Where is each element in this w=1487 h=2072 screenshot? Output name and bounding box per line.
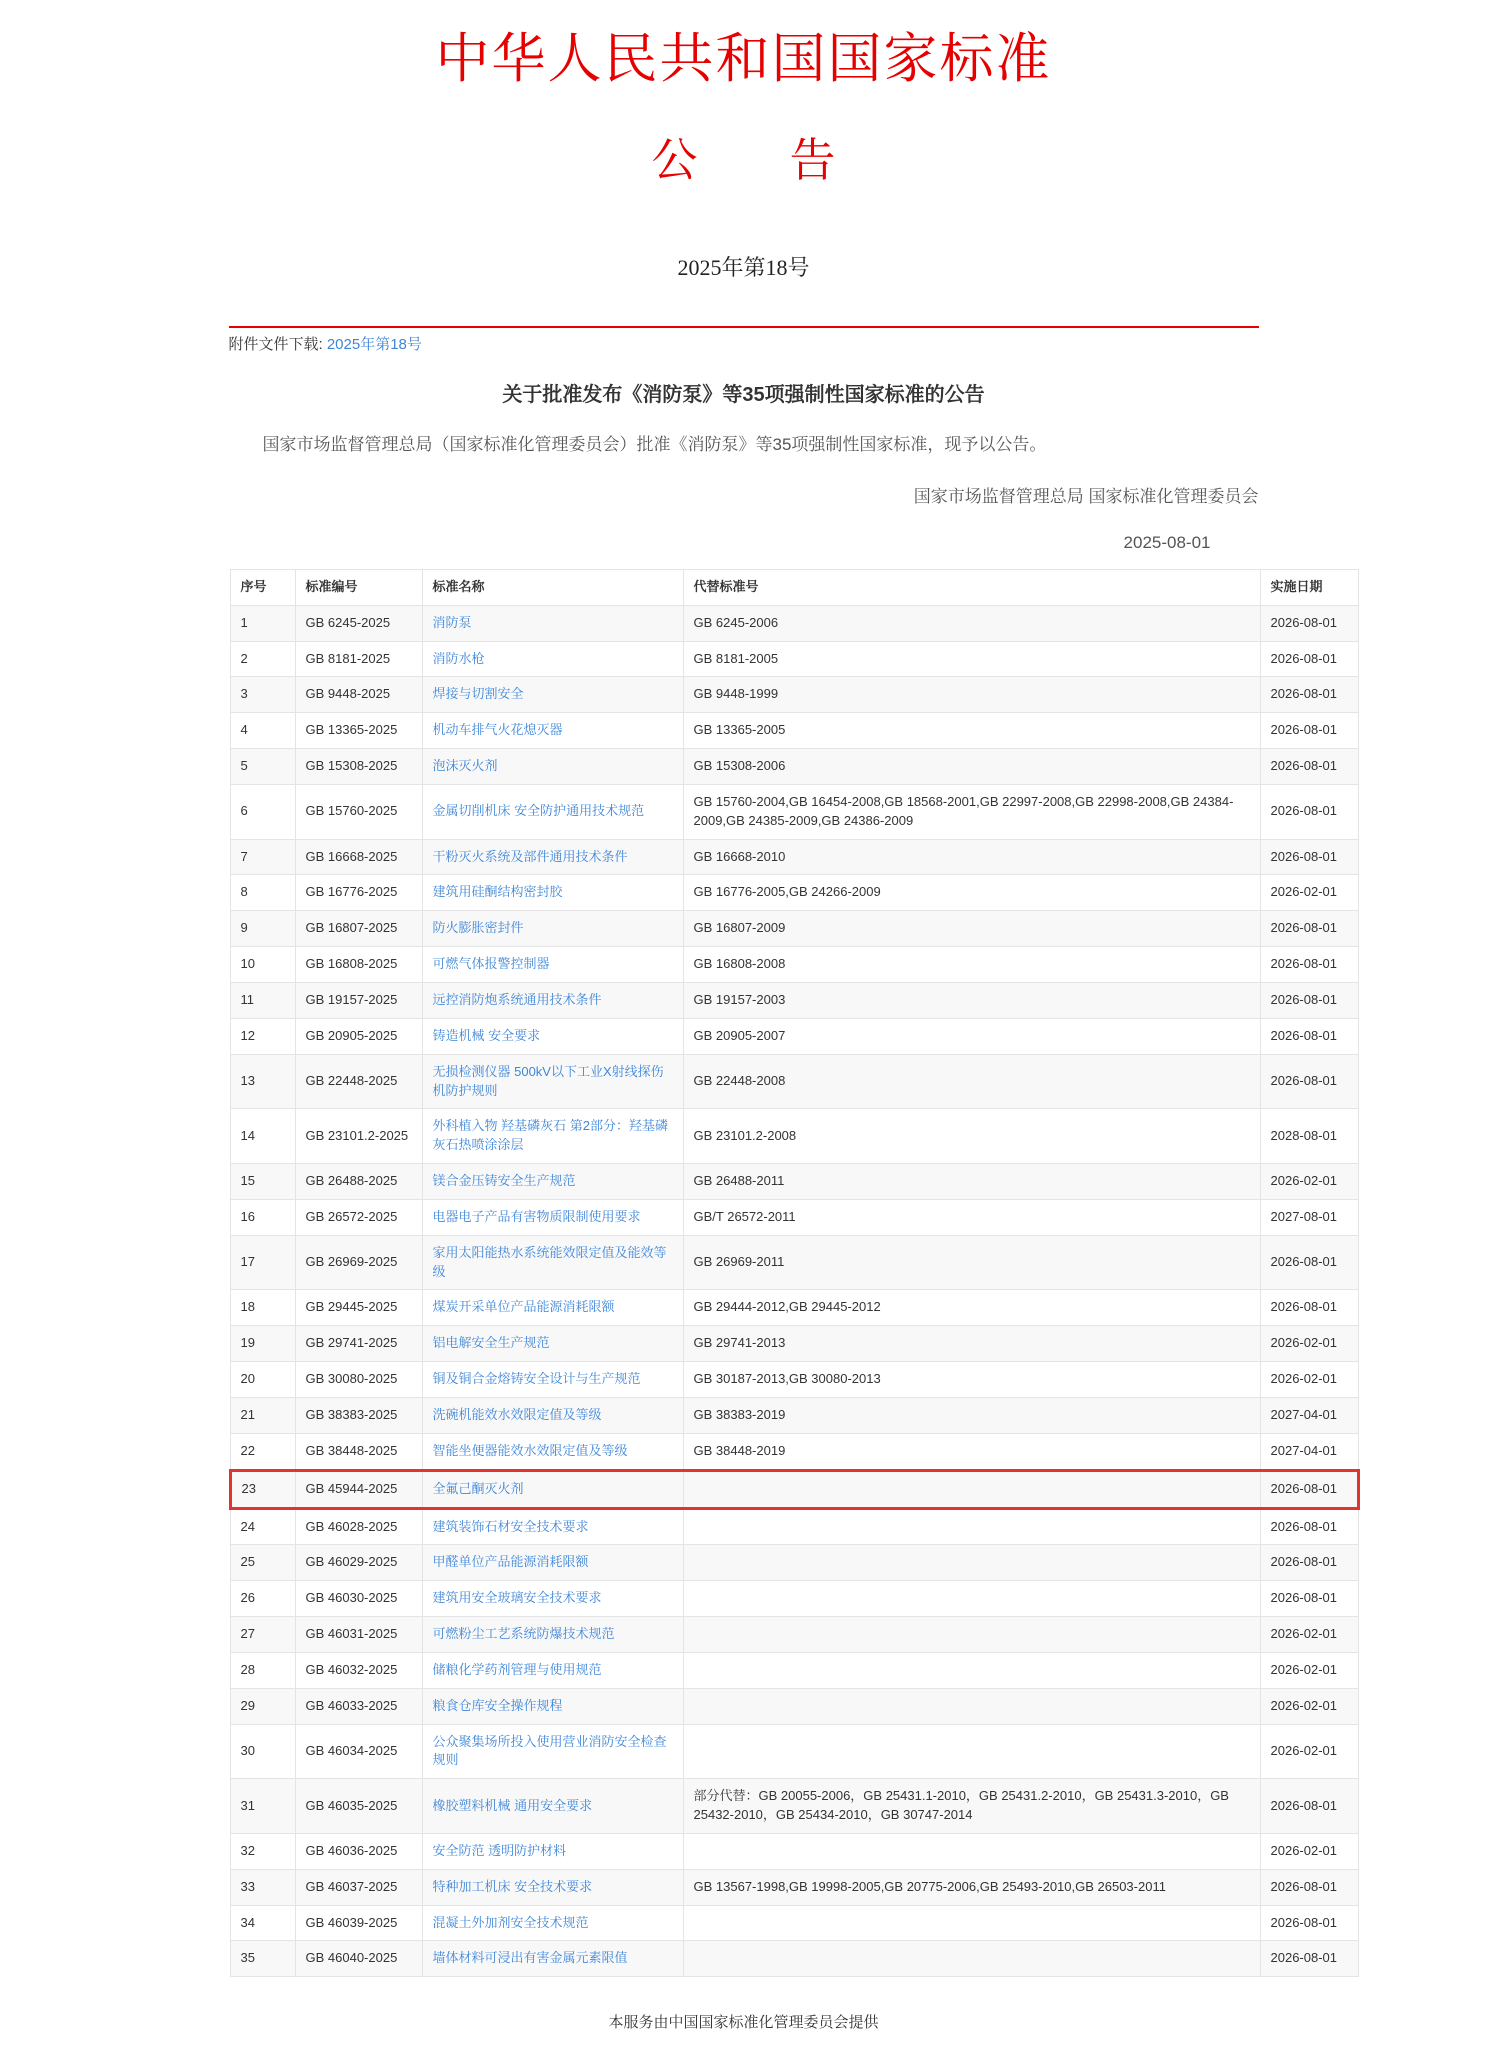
implementation-date: 2026-02-01 xyxy=(1260,1326,1358,1362)
replaced-standards: GB 15760-2004,GB 16454-2008,GB 18568-2001,GB 22997-2008,GB 22998-2008,GB 24384-2009,GB 24385-2009,GB 24386-2009 xyxy=(683,784,1260,839)
implementation-date: 2026-08-01 xyxy=(1260,911,1358,947)
table-row xyxy=(230,1290,1358,1326)
table-row xyxy=(230,1941,1358,1977)
standard-name-cell xyxy=(422,1362,683,1398)
table-row xyxy=(230,1905,1358,1941)
standard-name-cell xyxy=(422,1905,683,1941)
row-index: 31 xyxy=(230,1779,295,1834)
row-index: 10 xyxy=(230,947,295,983)
standard-code: GB 16808-2025 xyxy=(295,947,422,983)
table-row xyxy=(230,1724,1358,1779)
announcement-word: 公 告 xyxy=(651,135,836,187)
page-footer: 本服务由中国国家标准化管理委员会提供 xyxy=(608,2014,879,2032)
implementation-date: 2026-02-01 xyxy=(1260,1833,1358,1869)
announcement-title: 关于批准发布《消防泵》等35项强制性国家标准的公告 xyxy=(502,383,985,406)
table-row xyxy=(230,1688,1358,1724)
implementation-date: 2027-04-01 xyxy=(1260,1397,1358,1433)
standard-name-cell xyxy=(422,983,683,1019)
replaced-standards: GB 22448-2008 xyxy=(683,1054,1260,1109)
table-row xyxy=(230,1164,1358,1200)
standard-code: GB 15760-2025 xyxy=(295,784,422,839)
standard-name-link[interactable]: 镁合金压铸安全生产规范 xyxy=(432,1173,576,1189)
implementation-date: 2026-02-01 xyxy=(1260,1724,1358,1779)
standard-name-cell xyxy=(422,1470,683,1508)
standard-name-link[interactable]: 甲醛单位产品能源消耗限额 xyxy=(432,1554,589,1570)
standard-name-link[interactable]: 防火膨胀密封件 xyxy=(432,920,524,936)
replaced-standards: 部分代替：GB 20055-2006，GB 25431.1-2010，GB 25431.2-2010，GB 25431.3-2010，GB 25432-2010，GB 25434-2010，GB 30747-2014 xyxy=(683,1779,1260,1834)
table-row xyxy=(230,839,1358,875)
row-index: 3 xyxy=(230,677,295,713)
implementation-date: 2026-08-01 xyxy=(1260,677,1358,713)
replaced-standards: GB 29741-2013 xyxy=(683,1326,1260,1362)
standard-code: GB 16807-2025 xyxy=(295,911,422,947)
table-row xyxy=(230,1581,1358,1617)
implementation-date: 2026-08-01 xyxy=(1260,605,1358,641)
standard-name-link[interactable]: 洗碗机能效水效限定值及等级 xyxy=(432,1406,602,1422)
attachment-label: 附件文件下载: xyxy=(228,335,327,353)
standard-code: GB 26969-2025 xyxy=(295,1235,422,1290)
implementation-date: 2026-02-01 xyxy=(1260,1617,1358,1653)
standard-name-cell xyxy=(422,1109,683,1164)
standard-code: GB 8181-2025 xyxy=(295,641,422,677)
replaced-standards: GB 9448-1999 xyxy=(683,677,1260,713)
row-index: 27 xyxy=(230,1617,295,1653)
header-standard-code: 标准编号 xyxy=(295,569,422,605)
replaced-standards xyxy=(683,1652,1260,1688)
row-index: 24 xyxy=(230,1508,295,1545)
replaced-standards: GB/T 26572-2011 xyxy=(683,1199,1260,1235)
standard-name-cell xyxy=(422,641,683,677)
standard-name-cell xyxy=(422,1688,683,1724)
attachment-download-bar xyxy=(229,326,1259,354)
standard-name-link[interactable]: 远控消防炮系统通用技术条件 xyxy=(432,992,602,1007)
replaced-standards xyxy=(683,1724,1260,1779)
row-index: 12 xyxy=(230,1018,295,1054)
row-index: 20 xyxy=(230,1362,295,1398)
standard-code: GB 46037-2025 xyxy=(295,1869,422,1905)
header-standard-name: 标准名称 xyxy=(422,569,683,605)
row-index: 14 xyxy=(230,1109,295,1164)
table-row xyxy=(230,1362,1358,1398)
implementation-date: 2026-08-01 xyxy=(1260,641,1358,677)
table-row xyxy=(230,1508,1358,1545)
standard-code: GB 16776-2025 xyxy=(295,875,422,911)
implementation-date: 2026-02-01 xyxy=(1260,1652,1358,1688)
implementation-date: 2026-08-01 xyxy=(1260,839,1358,875)
replaced-standards: GB 26969-2011 xyxy=(683,1235,1260,1290)
row-index: 25 xyxy=(230,1545,295,1581)
table-row xyxy=(230,1433,1358,1470)
replaced-standards xyxy=(683,1833,1260,1869)
replaced-standards: GB 6245-2006 xyxy=(683,605,1260,641)
standard-name-link[interactable]: 金属切削机床 安全防护通用技术规范 xyxy=(432,803,645,819)
replaced-standards xyxy=(683,1617,1260,1653)
standard-name-cell xyxy=(422,1833,683,1869)
national-standard-title: 中华人民共和国国家标准 xyxy=(435,29,1052,89)
replaced-standards: GB 20905-2007 xyxy=(683,1018,1260,1054)
row-index: 8 xyxy=(230,875,295,911)
implementation-date: 2026-08-01 xyxy=(1260,784,1358,839)
announcement-signature: 国家市场监督管理总局 国家标准化管理委员会 xyxy=(913,486,1259,506)
implementation-date: 2026-08-01 xyxy=(1260,1905,1358,1941)
table-row xyxy=(230,713,1358,749)
table-row xyxy=(230,1869,1358,1905)
table-row xyxy=(230,1833,1358,1869)
table-row xyxy=(230,1326,1358,1362)
standard-name-link[interactable]: 泡沫灭火剂 xyxy=(432,758,498,774)
implementation-date: 2026-08-01 xyxy=(1260,749,1358,785)
standard-name-link[interactable]: 消防泵 xyxy=(432,614,472,630)
standard-name-link[interactable]: 铜及铜合金熔铸安全设计与生产规范 xyxy=(432,1371,641,1387)
header-index: 序号 xyxy=(230,569,295,605)
row-index: 6 xyxy=(230,784,295,839)
standard-code: GB 29445-2025 xyxy=(295,1290,422,1326)
table-row xyxy=(230,749,1358,785)
standard-code: GB 26488-2025 xyxy=(295,1164,422,1200)
row-index: 16 xyxy=(230,1199,295,1235)
row-index: 26 xyxy=(230,1581,295,1617)
standard-name-link[interactable]: 墙体材料可浸出有害金属元素限值 xyxy=(432,1950,628,1966)
header-replaced-standards: 代替标准号 xyxy=(683,569,1260,605)
implementation-date: 2026-08-01 xyxy=(1260,713,1358,749)
replaced-standards xyxy=(683,1470,1260,1508)
implementation-date: 2026-08-01 xyxy=(1260,1235,1358,1290)
row-index: 30 xyxy=(230,1724,295,1779)
row-index: 17 xyxy=(230,1235,295,1290)
standard-code: GB 20905-2025 xyxy=(295,1018,422,1054)
implementation-date: 2028-08-01 xyxy=(1260,1109,1358,1164)
standard-name-cell xyxy=(422,1869,683,1905)
replaced-standards xyxy=(683,1581,1260,1617)
standard-name-link[interactable]: 家用太阳能热水系统能效限定值及能效等级 xyxy=(432,1244,667,1279)
standard-code: GB 46033-2025 xyxy=(295,1688,422,1724)
replaced-standards: GB 16808-2008 xyxy=(683,947,1260,983)
implementation-date: 2026-08-01 xyxy=(1260,947,1358,983)
standard-code: GB 46028-2025 xyxy=(295,1508,422,1545)
standard-code: GB 46031-2025 xyxy=(295,1617,422,1653)
standards-table-body xyxy=(230,605,1358,1977)
standard-code: GB 23101.2-2025 xyxy=(295,1109,422,1164)
standard-name-link[interactable]: 储粮化学药剂管理与使用规范 xyxy=(432,1661,602,1677)
standard-code: GB 30080-2025 xyxy=(295,1362,422,1398)
standard-name-link[interactable]: 铝电解安全生产规范 xyxy=(432,1335,550,1351)
standard-name-link[interactable]: 外科植入物 羟基磷灰石 第2部分：羟基磷灰石热喷涂涂层 xyxy=(432,1118,668,1153)
implementation-date: 2026-08-01 xyxy=(1260,1470,1358,1508)
standard-name-cell xyxy=(422,1199,683,1235)
row-index: 19 xyxy=(230,1326,295,1362)
standard-name-link[interactable]: 橡胶塑料机械 通用安全要求 xyxy=(432,1797,593,1813)
standard-name-cell xyxy=(422,1545,683,1581)
standard-name-cell xyxy=(422,1235,683,1290)
standard-name-cell xyxy=(422,875,683,911)
standard-code: GB 13365-2025 xyxy=(295,713,422,749)
table-row xyxy=(230,1779,1358,1834)
standard-code: GB 46030-2025 xyxy=(295,1581,422,1617)
standard-name-cell xyxy=(422,1290,683,1326)
standard-name-cell xyxy=(422,677,683,713)
replaced-standards xyxy=(683,1905,1260,1941)
implementation-date: 2026-08-01 xyxy=(1260,1054,1358,1109)
standard-name-cell xyxy=(422,1326,683,1362)
standard-code: GB 29741-2025 xyxy=(295,1326,422,1362)
announcement-body: 国家市场监督管理总局（国家标准化管理委员会）批准《消防泵》等35项强制性国家标准，现予以公告。 xyxy=(262,434,1047,454)
standard-name-link[interactable]: 安全防范 透明防护材料 xyxy=(432,1842,567,1858)
table-row xyxy=(230,1018,1358,1054)
standard-code: GB 46039-2025 xyxy=(295,1905,422,1941)
issue-number: 2025年第18号 xyxy=(677,254,810,280)
standard-name-link[interactable]: 特种加工机床 安全技术要求 xyxy=(432,1878,593,1894)
standard-name-link[interactable]: 可燃粉尘工艺系统防爆技术规范 xyxy=(432,1626,615,1642)
standard-name-cell xyxy=(422,1508,683,1545)
implementation-date: 2026-08-01 xyxy=(1260,1018,1358,1054)
standard-name-cell xyxy=(422,839,683,875)
standard-name-link[interactable]: 机动车排气火花熄灭器 xyxy=(432,722,563,738)
standard-name-cell xyxy=(422,1054,683,1109)
standard-name-cell xyxy=(422,1652,683,1688)
table-row xyxy=(230,1109,1358,1164)
replaced-standards: GB 13567-1998,GB 19998-2005,GB 20775-2006,GB 25493-2010,GB 26503-2011 xyxy=(683,1869,1260,1905)
replaced-standards: GB 19157-2003 xyxy=(683,983,1260,1019)
table-row xyxy=(230,1652,1358,1688)
standard-name-link[interactable]: 建筑用硅酮结构密封胶 xyxy=(432,884,563,900)
announcement-date: 2025-08-01 xyxy=(1123,532,1211,552)
row-index: 13 xyxy=(230,1054,295,1109)
table-row xyxy=(230,605,1358,641)
row-index: 22 xyxy=(230,1433,295,1470)
row-index: 23 xyxy=(230,1470,295,1508)
implementation-date: 2026-08-01 xyxy=(1260,1508,1358,1545)
replaced-standards: GB 16776-2005,GB 24266-2009 xyxy=(683,875,1260,911)
table-row xyxy=(230,1199,1358,1235)
standard-name-link[interactable]: 可燃气体报警控制器 xyxy=(432,956,550,972)
replaced-standards: GB 38448-2019 xyxy=(683,1433,1260,1470)
standards-table xyxy=(229,569,1360,1977)
implementation-date: 2026-08-01 xyxy=(1260,1581,1358,1617)
standard-code: GB 22448-2025 xyxy=(295,1054,422,1109)
replaced-standards xyxy=(683,1545,1260,1581)
standard-name-link[interactable]: 建筑装饰石材安全技术要求 xyxy=(432,1518,589,1534)
table-row xyxy=(230,1054,1358,1109)
replaced-standards: GB 26488-2011 xyxy=(683,1164,1260,1200)
replaced-standards: GB 13365-2005 xyxy=(683,713,1260,749)
standard-name-cell xyxy=(422,1018,683,1054)
row-index: 21 xyxy=(230,1397,295,1433)
standard-name-cell xyxy=(422,784,683,839)
row-index: 15 xyxy=(230,1164,295,1200)
row-index: 7 xyxy=(230,839,295,875)
table-row xyxy=(230,677,1358,713)
table-row xyxy=(230,983,1358,1019)
replaced-standards: GB 38383-2019 xyxy=(683,1397,1260,1433)
standard-name-cell xyxy=(422,1617,683,1653)
standard-code: GB 46040-2025 xyxy=(295,1941,422,1977)
header-implementation-date: 实施日期 xyxy=(1260,569,1358,605)
standard-code: GB 26572-2025 xyxy=(295,1199,422,1235)
standard-name-cell xyxy=(422,1164,683,1200)
row-index: 33 xyxy=(230,1869,295,1905)
standard-name-cell xyxy=(422,911,683,947)
standard-name-cell xyxy=(422,1581,683,1617)
standard-name-link[interactable]: 公众聚集场所投入使用营业消防安全检查规则 xyxy=(432,1733,667,1768)
replaced-standards xyxy=(683,1508,1260,1545)
standard-name-link[interactable]: 混凝土外加剂安全技术规范 xyxy=(432,1914,589,1930)
table-row xyxy=(230,1617,1358,1653)
replaced-standards: GB 16668-2010 xyxy=(683,839,1260,875)
standard-name-link[interactable]: 智能坐便器能效水效限定值及等级 xyxy=(432,1442,628,1458)
row-index: 18 xyxy=(230,1290,295,1326)
standard-name-cell xyxy=(422,1724,683,1779)
standard-name-cell xyxy=(422,749,683,785)
replaced-standards xyxy=(683,1688,1260,1724)
standard-name-cell xyxy=(422,713,683,749)
standard-code: GB 46029-2025 xyxy=(295,1545,422,1581)
document-header xyxy=(229,28,1259,282)
implementation-date: 2026-08-01 xyxy=(1260,1941,1358,1977)
row-index: 4 xyxy=(230,713,295,749)
standard-code: GB 9448-2025 xyxy=(295,677,422,713)
attachment-download-link[interactable]: 2025年第18号 xyxy=(326,335,422,353)
table-header-row xyxy=(230,569,1358,605)
table-row xyxy=(230,875,1358,911)
replaced-standards: GB 23101.2-2008 xyxy=(683,1109,1260,1164)
standard-code: GB 15308-2025 xyxy=(295,749,422,785)
row-index: 2 xyxy=(230,641,295,677)
standard-code: GB 19157-2025 xyxy=(295,983,422,1019)
standard-code: GB 38383-2025 xyxy=(295,1397,422,1433)
implementation-date: 2027-04-01 xyxy=(1260,1433,1358,1470)
table-row xyxy=(230,947,1358,983)
row-index: 5 xyxy=(230,749,295,785)
standard-name-link[interactable]: 无损检测仪器 500kV以下工业X射线探伤机防护规则 xyxy=(432,1063,664,1098)
replaced-standards: GB 30187-2013,GB 30080-2013 xyxy=(683,1362,1260,1398)
table-row xyxy=(230,784,1358,839)
standard-code: GB 46036-2025 xyxy=(295,1833,422,1869)
table-row-highlighted xyxy=(230,1470,1358,1508)
implementation-date: 2026-02-01 xyxy=(1260,1688,1358,1724)
standard-name-cell xyxy=(422,1433,683,1470)
standard-code: GB 46032-2025 xyxy=(295,1652,422,1688)
table-row xyxy=(230,641,1358,677)
row-index: 1 xyxy=(230,605,295,641)
standard-name-link[interactable]: 干粉灭火系统及部件通用技术条件 xyxy=(432,848,628,864)
standard-name-link[interactable]: 消防水枪 xyxy=(432,650,485,666)
replaced-standards: GB 15308-2006 xyxy=(683,749,1260,785)
standard-name-link[interactable]: 电器电子产品有害物质限制使用要求 xyxy=(432,1208,641,1224)
standard-name-link[interactable]: 煤炭开采单位产品能源消耗限额 xyxy=(432,1299,615,1315)
row-index: 29 xyxy=(230,1688,295,1724)
standard-code: GB 16668-2025 xyxy=(295,839,422,875)
standard-name-cell xyxy=(422,605,683,641)
table-row xyxy=(230,1235,1358,1290)
table-row xyxy=(230,1397,1358,1433)
row-index: 9 xyxy=(230,911,295,947)
row-index: 28 xyxy=(230,1652,295,1688)
standard-name-cell xyxy=(422,1941,683,1977)
standard-name-cell xyxy=(422,1779,683,1834)
replaced-standards xyxy=(683,1941,1260,1977)
implementation-date: 2026-02-01 xyxy=(1260,875,1358,911)
replaced-standards: GB 29444-2012,GB 29445-2012 xyxy=(683,1290,1260,1326)
implementation-date: 2027-08-01 xyxy=(1260,1199,1358,1235)
standard-name-link[interactable]: 全氟己酮灭火剂 xyxy=(432,1480,524,1496)
row-index: 35 xyxy=(230,1941,295,1977)
standard-code: GB 46035-2025 xyxy=(295,1779,422,1834)
implementation-date: 2026-08-01 xyxy=(1260,983,1358,1019)
row-index: 32 xyxy=(230,1833,295,1869)
standard-code: GB 6245-2025 xyxy=(295,605,422,641)
implementation-date: 2026-02-01 xyxy=(1260,1164,1358,1200)
implementation-date: 2026-08-01 xyxy=(1260,1290,1358,1326)
standard-code: GB 38448-2025 xyxy=(295,1433,422,1470)
standard-code: GB 46034-2025 xyxy=(295,1724,422,1779)
standard-name-cell xyxy=(422,1397,683,1433)
standard-name-link[interactable]: 铸造机械 安全要求 xyxy=(432,1027,541,1043)
table-row xyxy=(230,1545,1358,1581)
page-content xyxy=(228,28,1337,2032)
implementation-date: 2026-02-01 xyxy=(1260,1362,1358,1398)
standard-name-cell xyxy=(422,947,683,983)
table-row xyxy=(230,911,1358,947)
implementation-date: 2026-08-01 xyxy=(1260,1869,1358,1905)
standard-name-link[interactable]: 粮食仓库安全操作规程 xyxy=(432,1697,563,1713)
row-index: 34 xyxy=(230,1905,295,1941)
standard-name-link[interactable]: 建筑用安全玻璃安全技术要求 xyxy=(432,1590,602,1606)
implementation-date: 2026-08-01 xyxy=(1260,1779,1358,1834)
implementation-date: 2026-08-01 xyxy=(1260,1545,1358,1581)
row-index: 11 xyxy=(230,983,295,1019)
standard-code: GB 45944-2025 xyxy=(295,1470,422,1508)
standard-name-link[interactable]: 焊接与切割安全 xyxy=(432,686,524,702)
replaced-standards: GB 16807-2009 xyxy=(683,911,1260,947)
replaced-standards: GB 8181-2005 xyxy=(683,641,1260,677)
